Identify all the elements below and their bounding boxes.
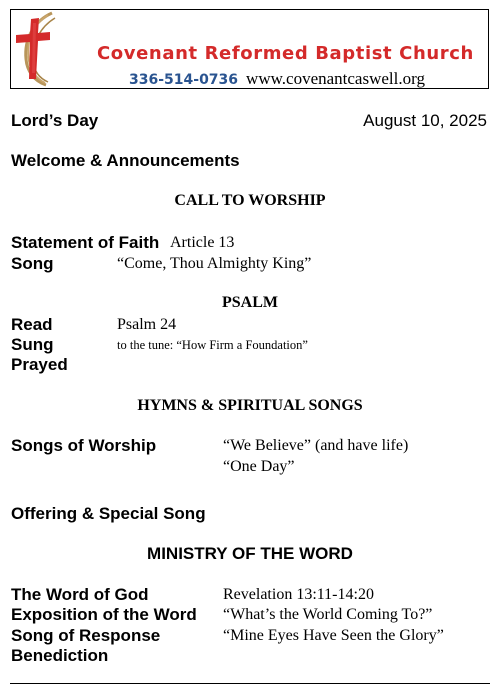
worship-songs-label: Songs of Worship bbox=[11, 436, 157, 455]
bottom-divider bbox=[10, 683, 490, 684]
psalm-heading: PSALM bbox=[222, 294, 278, 311]
call-to-worship-heading: CALL TO WORSHIP bbox=[174, 192, 326, 209]
word-of-god-value: Revelation 13:11-14:20 bbox=[223, 586, 374, 603]
song-value: “Come, Thou Almighty King” bbox=[117, 255, 312, 272]
ministry-heading: MINISTRY OF THE WORD bbox=[147, 544, 353, 563]
prayed-label: Prayed bbox=[11, 355, 68, 374]
worship-song-2: “One Day” bbox=[223, 458, 295, 475]
church-name: Covenant Reformed Baptist Church bbox=[97, 43, 474, 64]
service-date: August 10, 2025 bbox=[363, 111, 487, 130]
contact-line bbox=[129, 69, 425, 89]
sung-value: to the tune: “How Firm a Foundation” bbox=[117, 338, 308, 352]
read-value: Psalm 24 bbox=[117, 316, 177, 333]
response-value: “Mine Eyes Have Seen the Glory” bbox=[223, 627, 444, 644]
church-header bbox=[10, 9, 489, 89]
hymns-heading: HYMNS & SPIRITUAL SONGS bbox=[137, 397, 363, 414]
response-label: Song of Response bbox=[11, 626, 161, 645]
exposition-value: “What’s the World Coming To?” bbox=[223, 606, 433, 623]
benediction-item: Benediction bbox=[11, 646, 109, 665]
exposition-label: Exposition of the Word bbox=[11, 605, 197, 624]
day-label: Lord’s Day bbox=[11, 111, 99, 130]
offering-item: Offering & Special Song bbox=[11, 504, 206, 523]
read-label: Read bbox=[11, 315, 53, 334]
word-of-god-label: The Word of God bbox=[11, 585, 149, 604]
website-link[interactable]: www.covenantcaswell.org bbox=[246, 69, 425, 88]
phone-number: 336-514-0736 bbox=[129, 72, 239, 88]
worship-song-1: “We Believe” (and have life) bbox=[223, 437, 409, 454]
statement-label: Statement of Faith bbox=[11, 233, 160, 252]
cross-logo-icon bbox=[12, 11, 60, 87]
song-label: Song bbox=[11, 254, 54, 273]
welcome-item: Welcome & Announcements bbox=[11, 151, 240, 170]
sung-label: Sung bbox=[11, 335, 54, 354]
statement-value: Article 13 bbox=[170, 234, 235, 251]
